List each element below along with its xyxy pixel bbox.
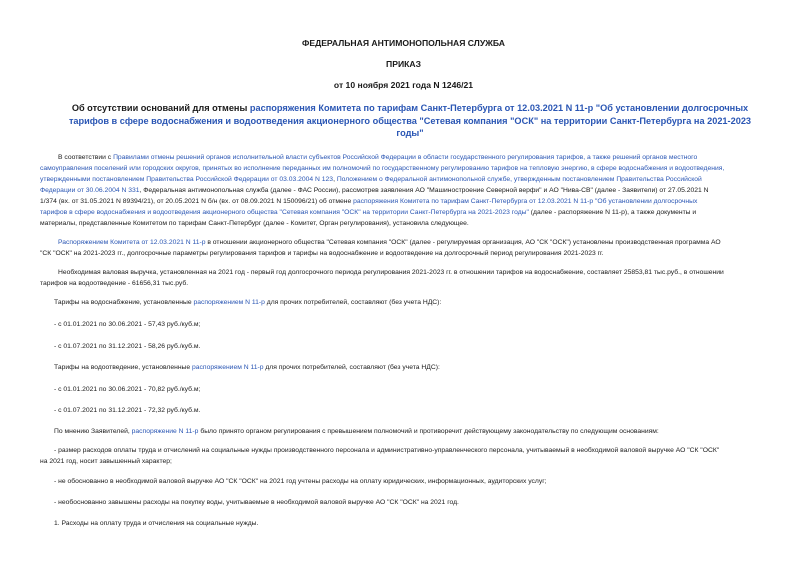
paragraph-1-line-7: материалы, представленные Комитетом по тарифам Санкт-Петербург (далее - Комитет, Орган регулирования), установила следующее. (40, 220, 469, 227)
paragraph-1-line-1 (40, 152, 802, 163)
argument-3: - необоснованно завышены расходы на покупку воды, учитываемые в необходимой валовой выручке АО "СК "ОСК" на 2021 год. (54, 499, 459, 506)
paragraph-1-line-4 (40, 185, 802, 196)
text: для прочих потребителей, составляют (без учета НДС): (263, 364, 440, 371)
document-title (60, 102, 760, 140)
text: По мнению Заявителей, (54, 428, 132, 435)
text: В соответствии с (58, 154, 114, 161)
decree-123-link[interactable]: утвержденными постановлением Правительства Российской Федерации от 03.03.2004 N 123 (40, 176, 334, 183)
argument-1-line-2: на 2021 год, носит завышенный характер; (40, 458, 172, 465)
fas-regulation-link[interactable]: Положением о Федеральной антимонопольной службе, утвержденным постановлением Правительства Российской (336, 176, 702, 183)
order-11r-link-cont[interactable]: тарифов в сфере водоснабжения и водоотведения акционерного общества "Сетевая компания "ОСК" на территории Санкт-Петербурга на 2021-2023 годы" (40, 209, 529, 216)
document-date-number: от 10 ноября 2021 года N 1246/21 (333, 80, 474, 90)
text: (далее - распоряжение N 11-р), а также документы и (528, 209, 697, 216)
water-disposal-tariff-h2: - с 01.07.2021 по 31.12.2021 - 72,32 руб./куб.м. (54, 407, 201, 414)
order-11r-link[interactable]: распоряжения Комитета по тарифам Санкт-Петербурга от 12.03.2021 N 11-р "Об установлении долгосрочных (353, 198, 698, 205)
order-11r-short-link[interactable]: распоряжением N 11-р (192, 364, 264, 371)
text: было принято органом регулирования с превышением полномочий и противоречит действующему законодательству по следующим основаниям: (198, 428, 659, 435)
water-supply-tariff-h2: - с 01.07.2021 по 31.12.2021 - 58,26 руб./куб.м. (54, 343, 201, 350)
text: , (333, 176, 337, 183)
paragraph-1-line-5 (40, 196, 802, 207)
water-disposal-tariff-h1: - с 01.01.2021 по 30.06.2021 - 70,82 руб./куб.м; (54, 386, 201, 393)
paragraph-1-line-2 (40, 163, 802, 174)
rules-link-cont[interactable]: самоуправления поселений или городских округов, принятых во исполнение переданных им полномочий по государственному регулированию тарифов на тепловую энергию, в сфере водоснабжения и водоотведения, (40, 165, 725, 172)
title-link[interactable]: распоряжения Комитета по тарифам Санкт-Петербурга от 12.03.2021 N 11-р "Об установлении долгосрочных тарифов в сфере водоснабжения и водоотведения акционерного общества "Сетевая компания "ОСК" на территории Санкт-Петербурга на 2021-2023 годы" (68, 103, 752, 138)
text: Тарифы на водоотведение, установленные (54, 364, 193, 371)
paragraph-1-line-6 (40, 207, 802, 218)
argument-2: - не обоснованно в необходимой валовой выручке АО "СК "ОСК" на 2021 год учтены расходы на оплату юридических, информационных, аудиторских услуг; (54, 478, 547, 485)
section-1-heading: 1. Расходы на оплату труда и отчисления на социальные нужды. (54, 520, 259, 527)
text: для прочих потребителей, составляют (без учета НДС): (264, 299, 442, 306)
document-type: ПРИКАЗ (386, 59, 421, 69)
text: в отношении акционерного общества "Сетевая компания "ОСК" (далее - регулируемая организация, АО "СК "ОСК") установлены производственная программа АО (205, 239, 721, 246)
text: 1/374 (вх. от 31.05.2021 N 89394/21), от 20.05.2021 N б/н (вх. от 08.09.2021 N 150096/21) об отмене (40, 198, 354, 205)
water-disposal-tariffs-intro (54, 362, 440, 373)
paragraph-2-line-1 (40, 237, 802, 248)
title-text: Об отсутствии оснований для отмены (71, 103, 250, 113)
order-11r-short-link[interactable]: распоряжением N 11-р (193, 299, 265, 306)
paragraph-3-line-1: Необходимая валовая выручка, установленная на 2021 год - первый год долгосрочного периода регулирования 2021-2023 гг. в отношении тарифов на водоснабжение, составляет 25853,81 тыс.руб., в отношении (58, 269, 724, 276)
applicants-opinion (54, 426, 659, 437)
water-supply-tariffs-intro (54, 297, 441, 308)
decree-331-link[interactable]: Федерации от 30.06.2004 N 331 (40, 187, 140, 194)
paragraph-3-line-2: тарифов на водоотведение - 61656,31 тыс.руб. (40, 280, 189, 287)
argument-1-line-1: - размер расходов оплаты труда и отчислений на социальные нужды производственного персонала и административно-управленческого персонала, учитываемый в необходимой валовой выручке АО "СК "ОСК" (54, 447, 720, 454)
text: Тарифы на водоснабжение, установленные (54, 299, 194, 306)
rules-link[interactable]: Правилами отмены решений органов исполнительной власти субъектов Российской Федерации в области государственного регулирования тарифов, а также решений органов местного (113, 154, 698, 161)
water-supply-tariff-h1: - с 01.01.2021 по 30.06.2021 - 57,43 руб./куб.м; (54, 321, 201, 328)
paragraph-2-line-2: "СК "ОСК" на 2021-2023 гг., долгосрочные параметры регулирования тарифов и тарифы на водоснабжение и водоотведение на долгосрочный период регулирования 2021-2023 гг. (40, 250, 604, 257)
paragraph-1-line-3 (40, 174, 802, 185)
order-11r-short-link[interactable]: распоряжение N 11-р (131, 428, 199, 435)
committee-order-link[interactable]: Распоряжением Комитета от 12.03.2021 N 11-р (58, 239, 206, 246)
text: , Федеральная антимонопольная служба (далее - ФАС России), рассмотрев заявления АО "Машиностроение Северной верфи" и АО "Нива-СВ" (далее - Заявители) от 27.05.2021 N (139, 187, 709, 194)
agency-name: ФЕДЕРАЛЬНАЯ АНТИМОНОПОЛЬНАЯ СЛУЖБА (302, 38, 505, 48)
